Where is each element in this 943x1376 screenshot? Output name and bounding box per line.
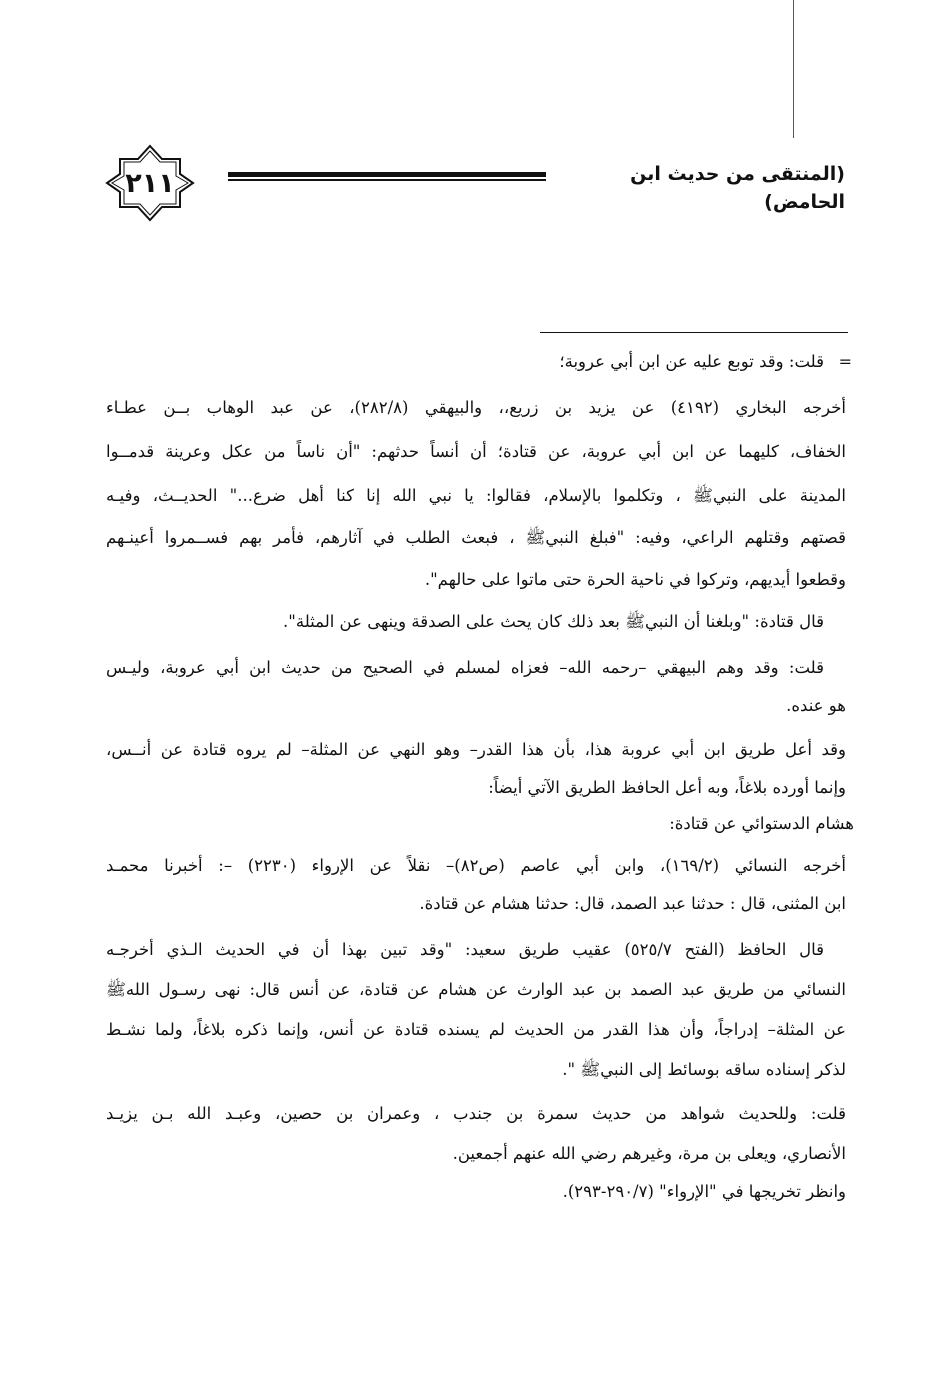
page-number: ٢١١ bbox=[125, 167, 175, 199]
header-rule bbox=[228, 172, 546, 177]
header-rule-thin bbox=[228, 179, 546, 181]
body-line: وقطعوا أيديهم، وتركوا في ناحية الحرة حتى ماتوا على حالهم". bbox=[424, 570, 846, 589]
body-line: أخرجه النسائي (١٦٩/٢)، وابن أبي عاصم (ص٨٢)– نقلاً عن الإرواء (٢٢٣٠) –: أخبرنا محمـد bbox=[106, 856, 846, 875]
body-line: وانظر تخريجها في "الإرواء" (٢٩٠/٧-٢٩٣). bbox=[562, 1182, 846, 1201]
body-line: المدينة على النبيﷺ ، وتكلموا بالإسلام، فقالوا: يا نبي الله إنا كنا أهل ضرع..." الحديــث، وفيـه bbox=[106, 486, 846, 505]
body-line: الأنصاري، ويعلى بن مرة، وغيرهم رضي الله عنهم أجمعين. bbox=[452, 1144, 846, 1163]
body-line: وإنما أورده بلاغاً، وبه أعل الحافظ الطريق الآتي أيضاً: bbox=[488, 778, 846, 797]
section-heading: هشام الدستوائي عن قتادة: bbox=[669, 814, 854, 833]
body-line: لذكر إسناده ساقه بوسائط إلى النبيﷺ ". bbox=[562, 1060, 846, 1079]
body-line: الخفاف، كليهما عن ابن أبي عروبة، عن قتادة؛ أن أنساً حدثهم: "أن ناساً من عكل وعرينة قدمــوا bbox=[106, 442, 846, 461]
body-line: قلت: وللحديث شواهد من حديث سمرة بن جندب ، وعمران بن حصين، وعبـد الله بـن يزيـد bbox=[106, 1104, 846, 1123]
body-line: قصتهم وقتلهم الراعي، وفيه: "فبلغ النبيﷺ ، فبعث الطلب في آثارهم، فأمر بهم فســمروا أعينـهم bbox=[106, 528, 846, 547]
margin-vertical-line bbox=[793, 0, 794, 138]
continuation-marker: = bbox=[838, 352, 852, 371]
body-line: قلت: وقد وهم البيهقي –رحمه الله– فعزاه لمسلم في الصحيح من حديث ابن أبي عروبة، وليـس bbox=[106, 658, 824, 677]
running-title: (المنتقى من حديث ابن الحامض) bbox=[630, 163, 845, 213]
body-line: هو عنده. bbox=[786, 696, 846, 715]
body-line: النسائي من طريق عبد الصمد بن عبد الوارث عن هشام عن قتادة، عن أنس قال: نهى رسـول اللهﷺ bbox=[106, 980, 846, 999]
body-line: ابن المثنى، قال : حدثنا عبد الصمد، قال: حدثنا هشام عن قتادة. bbox=[419, 894, 846, 913]
body-line: وقد أعل طريق ابن أبي عروبة هذا، بأن هذا القدر– وهو النهي عن المثلة– لم يروه قتادة عن أنــس، bbox=[106, 740, 846, 759]
footnote-separator bbox=[540, 332, 848, 333]
body-line: قلت: وقد توبع عليه عن ابن أبي عروبة؛ bbox=[559, 352, 824, 371]
body-line: عن المثلة– إدراجاً، وأن هذا القدر من الحديث لم يسنده قتادة عن أنس، وإنما ذكره بلاغاً، ولما نشـط bbox=[106, 1020, 846, 1039]
body-line: قال الحافظ (الفتح ٥٢٥/٧) عقيب طريق سعيد: "وقد تبين بهذا أن في الحديث الـذي أخرجـه bbox=[106, 940, 824, 959]
body-line: قال قتادة: "وبلغنا أن النبيﷺ بعد ذلك كان يحث على الصدقة وينهى عن المثلة". bbox=[283, 612, 824, 631]
page-number-badge bbox=[104, 143, 196, 223]
body-line: أخرجه البخاري (٤١٩٢) عن يزيد بن زريع،، والبيهقي (٢٨٢/٨)، عن عبد الوهاب بــن عطـاء bbox=[106, 398, 846, 417]
